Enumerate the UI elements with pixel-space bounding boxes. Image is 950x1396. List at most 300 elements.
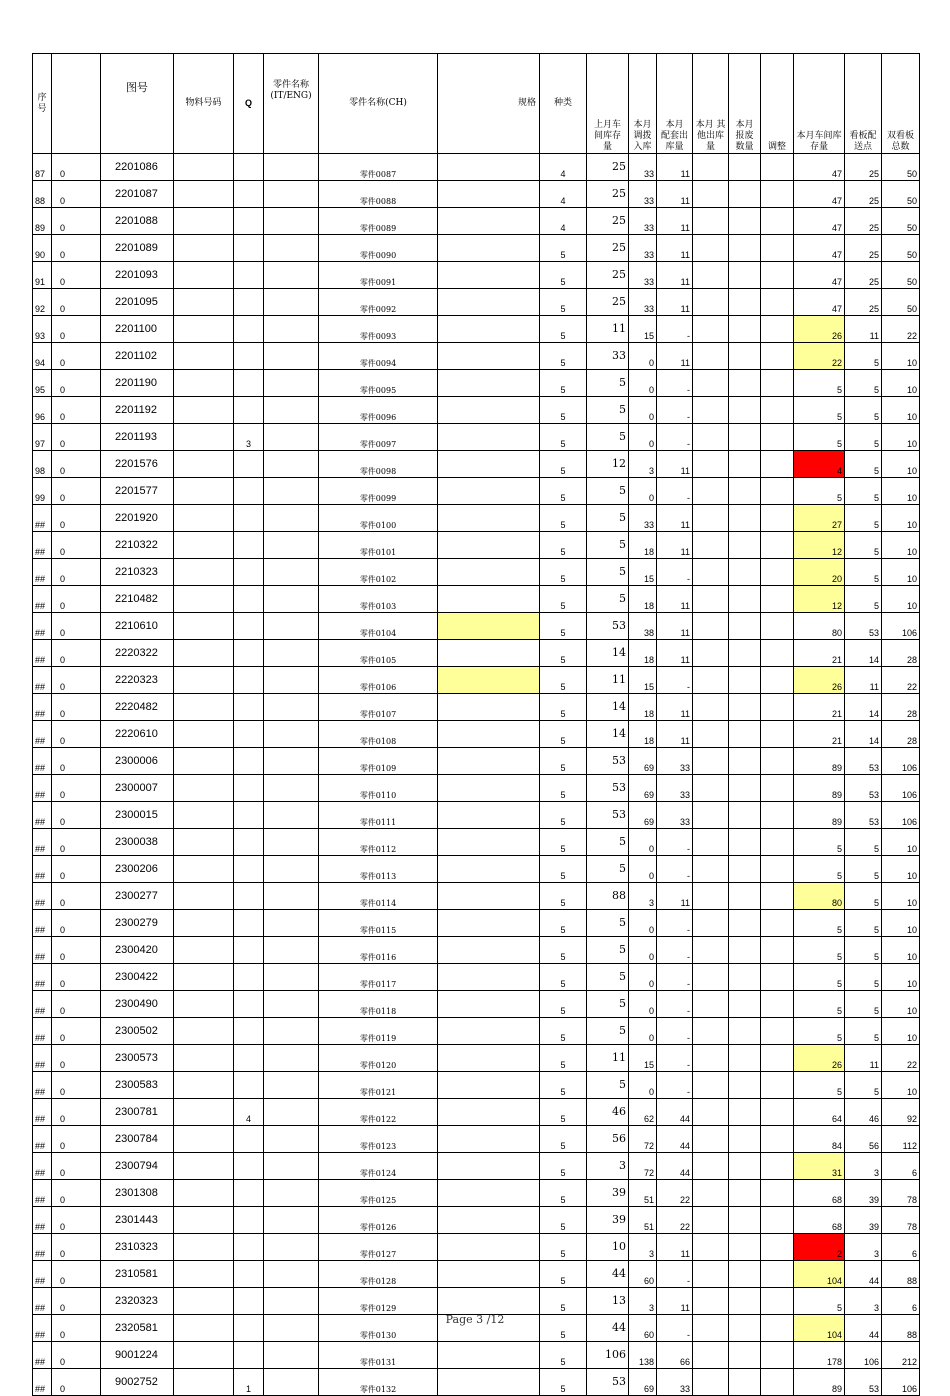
cell-material-code bbox=[174, 775, 234, 802]
cell-double-kanban-total: 106 bbox=[882, 802, 920, 829]
cell-material-code bbox=[174, 748, 234, 775]
header-kit-out: 本月 配套出 库量 bbox=[657, 54, 693, 154]
cell-kit-out: - bbox=[657, 559, 693, 586]
cell-seq: 91 bbox=[33, 262, 52, 289]
cell-scrap bbox=[729, 991, 761, 1018]
cell-spec bbox=[438, 343, 540, 370]
cell-part-name-it-eng bbox=[264, 1207, 319, 1234]
cell-figure-no: 2201095 bbox=[101, 289, 174, 316]
cell-adjust bbox=[761, 505, 794, 532]
cell-part-name-it-eng bbox=[264, 1369, 319, 1396]
header-material-code: 物料号码 bbox=[174, 54, 234, 154]
cell-transfer-in: 0 bbox=[629, 937, 657, 964]
cell-seq: ## bbox=[33, 721, 52, 748]
cell-transfer-in: 15 bbox=[629, 1045, 657, 1072]
cell-part-name-ch: 零件0101 bbox=[319, 532, 438, 559]
header-current-stock: 本月车间库 存量 bbox=[794, 54, 845, 154]
cell-other-out bbox=[693, 910, 729, 937]
cell-kanban-point: 25 bbox=[845, 235, 882, 262]
cell-q bbox=[234, 154, 264, 181]
cell-q bbox=[234, 883, 264, 910]
cell-part-name-it-eng bbox=[264, 613, 319, 640]
cell-other-out bbox=[693, 451, 729, 478]
cell-current-stock: 47 bbox=[794, 208, 845, 235]
cell-double-kanban-total: 78 bbox=[882, 1207, 920, 1234]
cell-part-name-it-eng bbox=[264, 1288, 319, 1315]
table-row bbox=[33, 1045, 920, 1072]
cell-other-out bbox=[693, 1180, 729, 1207]
cell-seq: ## bbox=[33, 640, 52, 667]
cell-kit-out: 44 bbox=[657, 1153, 693, 1180]
cell-adjust bbox=[761, 1099, 794, 1126]
cell-figure-no: 2300038 bbox=[101, 829, 174, 856]
header-seq: 序 号 bbox=[33, 54, 52, 154]
cell-current-stock: 47 bbox=[794, 235, 845, 262]
cell-prev-month-stock: 88 bbox=[587, 883, 629, 910]
cell-category: 5 bbox=[540, 721, 587, 748]
cell-material-code bbox=[174, 1342, 234, 1369]
cell-other-out bbox=[693, 235, 729, 262]
cell-spec bbox=[438, 370, 540, 397]
cell-current-stock: 47 bbox=[794, 289, 845, 316]
cell-figure-no: 2201193 bbox=[101, 424, 174, 451]
cell-kit-out: 44 bbox=[657, 1126, 693, 1153]
cell-seq: ## bbox=[33, 1126, 52, 1153]
cell-spec bbox=[438, 424, 540, 451]
cell-scrap bbox=[729, 1099, 761, 1126]
header-transfer-in: 本月 调拨 入库 bbox=[629, 54, 657, 154]
cell-part-name-ch: 零件0113 bbox=[319, 856, 438, 883]
cell-adjust bbox=[761, 856, 794, 883]
cell-kit-out: 11 bbox=[657, 154, 693, 181]
cell-current-stock: 12 bbox=[794, 586, 845, 613]
cell-double-kanban-total: 50 bbox=[882, 289, 920, 316]
cell-current-stock: 80 bbox=[794, 613, 845, 640]
cell-adjust bbox=[761, 451, 794, 478]
cell-double-kanban-total: 10 bbox=[882, 559, 920, 586]
cell-q bbox=[234, 1207, 264, 1234]
cell-prev-month-stock: 11 bbox=[587, 316, 629, 343]
cell-current-stock: 5 bbox=[794, 424, 845, 451]
cell-part-name-ch: 零件0122 bbox=[319, 1099, 438, 1126]
cell-kanban-point: 25 bbox=[845, 181, 882, 208]
cell-material-code bbox=[174, 1288, 234, 1315]
cell-transfer-in: 69 bbox=[629, 748, 657, 775]
cell-transfer-in: 33 bbox=[629, 208, 657, 235]
cell-transfer-in: 0 bbox=[629, 910, 657, 937]
cell-q bbox=[234, 802, 264, 829]
cell-scrap bbox=[729, 1180, 761, 1207]
cell-kit-out: - bbox=[657, 316, 693, 343]
cell-q bbox=[234, 1018, 264, 1045]
cell-q bbox=[234, 856, 264, 883]
cell-adjust bbox=[761, 1261, 794, 1288]
cell-other-out bbox=[693, 505, 729, 532]
cell-level: 0 bbox=[52, 505, 101, 532]
cell-seq: ## bbox=[33, 694, 52, 721]
cell-current-stock: 5 bbox=[794, 910, 845, 937]
cell-material-code bbox=[174, 667, 234, 694]
header-part-name-it-eng bbox=[264, 54, 319, 154]
cell-kit-out: 11 bbox=[657, 505, 693, 532]
cell-material-code bbox=[174, 1369, 234, 1396]
cell-figure-no: 2201190 bbox=[101, 370, 174, 397]
cell-transfer-in: 15 bbox=[629, 316, 657, 343]
cell-other-out bbox=[693, 1234, 729, 1261]
cell-figure-no: 2201086 bbox=[101, 154, 174, 181]
cell-part-name-it-eng bbox=[264, 937, 319, 964]
cell-prev-month-stock: 25 bbox=[587, 289, 629, 316]
cell-prev-month-stock: 5 bbox=[587, 964, 629, 991]
cell-current-stock: 68 bbox=[794, 1180, 845, 1207]
cell-category: 5 bbox=[540, 748, 587, 775]
cell-double-kanban-total: 106 bbox=[882, 613, 920, 640]
cell-part-name-it-eng bbox=[264, 964, 319, 991]
cell-figure-no: 2201576 bbox=[101, 451, 174, 478]
cell-part-name-ch: 零件0120 bbox=[319, 1045, 438, 1072]
table-row bbox=[33, 1018, 920, 1045]
cell-part-name-ch: 零件0096 bbox=[319, 397, 438, 424]
cell-scrap bbox=[729, 208, 761, 235]
cell-figure-no: 2310581 bbox=[101, 1261, 174, 1288]
cell-adjust bbox=[761, 640, 794, 667]
cell-part-name-ch: 零件0107 bbox=[319, 694, 438, 721]
cell-level: 0 bbox=[52, 1288, 101, 1315]
cell-part-name-it-eng bbox=[264, 154, 319, 181]
cell-kanban-point: 5 bbox=[845, 370, 882, 397]
cell-figure-no: 2300279 bbox=[101, 910, 174, 937]
cell-material-code bbox=[174, 478, 234, 505]
header-figure-no: 图号 bbox=[101, 54, 174, 154]
cell-seq: 87 bbox=[33, 154, 52, 181]
cell-figure-no: 2210610 bbox=[101, 613, 174, 640]
cell-q bbox=[234, 397, 264, 424]
cell-other-out bbox=[693, 532, 729, 559]
cell-category: 5 bbox=[540, 1045, 587, 1072]
cell-adjust bbox=[761, 802, 794, 829]
cell-figure-no: 2300583 bbox=[101, 1072, 174, 1099]
cell-q bbox=[234, 1288, 264, 1315]
cell-adjust bbox=[761, 1369, 794, 1396]
cell-spec bbox=[438, 1126, 540, 1153]
cell-part-name-ch: 零件0106 bbox=[319, 667, 438, 694]
cell-prev-month-stock: 53 bbox=[587, 802, 629, 829]
cell-part-name-ch: 零件0129 bbox=[319, 1288, 438, 1315]
cell-adjust bbox=[761, 343, 794, 370]
cell-part-name-it-eng bbox=[264, 1234, 319, 1261]
cell-kit-out: 33 bbox=[657, 748, 693, 775]
cell-level: 0 bbox=[52, 1072, 101, 1099]
cell-part-name-it-eng bbox=[264, 397, 319, 424]
table-row bbox=[33, 235, 920, 262]
cell-material-code bbox=[174, 1261, 234, 1288]
cell-spec bbox=[438, 829, 540, 856]
cell-spec bbox=[438, 748, 540, 775]
cell-transfer-in: 18 bbox=[629, 694, 657, 721]
cell-seq: ## bbox=[33, 532, 52, 559]
cell-level: 0 bbox=[52, 532, 101, 559]
cell-transfer-in: 51 bbox=[629, 1207, 657, 1234]
cell-kanban-point: 5 bbox=[845, 343, 882, 370]
cell-double-kanban-total: 6 bbox=[882, 1288, 920, 1315]
cell-adjust bbox=[761, 478, 794, 505]
cell-scrap bbox=[729, 910, 761, 937]
cell-q bbox=[234, 451, 264, 478]
cell-category: 5 bbox=[540, 856, 587, 883]
cell-part-name-ch: 零件0092 bbox=[319, 289, 438, 316]
cell-material-code bbox=[174, 937, 234, 964]
cell-kit-out: 11 bbox=[657, 235, 693, 262]
table-row bbox=[33, 424, 920, 451]
cell-category: 5 bbox=[540, 1180, 587, 1207]
cell-current-stock: 89 bbox=[794, 775, 845, 802]
cell-part-name-it-eng bbox=[264, 208, 319, 235]
cell-category: 5 bbox=[540, 1288, 587, 1315]
cell-q bbox=[234, 586, 264, 613]
cell-part-name-it-eng bbox=[264, 505, 319, 532]
table-row bbox=[33, 478, 920, 505]
cell-current-stock: 104 bbox=[794, 1315, 845, 1342]
cell-part-name-ch: 零件0130 bbox=[319, 1315, 438, 1342]
cell-current-stock: 68 bbox=[794, 1207, 845, 1234]
cell-double-kanban-total: 10 bbox=[882, 910, 920, 937]
cell-prev-month-stock: 5 bbox=[587, 1018, 629, 1045]
cell-prev-month-stock: 44 bbox=[587, 1261, 629, 1288]
cell-figure-no: 2201087 bbox=[101, 181, 174, 208]
cell-other-out bbox=[693, 316, 729, 343]
cell-scrap bbox=[729, 667, 761, 694]
cell-kit-out: 11 bbox=[657, 694, 693, 721]
cell-other-out bbox=[693, 991, 729, 1018]
cell-part-name-it-eng bbox=[264, 1261, 319, 1288]
cell-category: 5 bbox=[540, 1072, 587, 1099]
cell-figure-no: 2300784 bbox=[101, 1126, 174, 1153]
cell-material-code bbox=[174, 883, 234, 910]
cell-transfer-in: 0 bbox=[629, 856, 657, 883]
cell-part-name-ch: 零件0087 bbox=[319, 154, 438, 181]
table-row bbox=[33, 775, 920, 802]
cell-level: 0 bbox=[52, 748, 101, 775]
cell-spec bbox=[438, 694, 540, 721]
cell-material-code bbox=[174, 721, 234, 748]
cell-material-code bbox=[174, 397, 234, 424]
cell-double-kanban-total: 10 bbox=[882, 991, 920, 1018]
header-category: 种类 bbox=[540, 54, 587, 154]
cell-double-kanban-total: 22 bbox=[882, 316, 920, 343]
cell-figure-no: 2301308 bbox=[101, 1180, 174, 1207]
table-row bbox=[33, 964, 920, 991]
cell-kanban-point: 5 bbox=[845, 1018, 882, 1045]
cell-double-kanban-total: 10 bbox=[882, 1072, 920, 1099]
cell-spec bbox=[438, 910, 540, 937]
cell-kanban-point: 5 bbox=[845, 1072, 882, 1099]
cell-kanban-point: 5 bbox=[845, 559, 882, 586]
cell-q bbox=[234, 370, 264, 397]
cell-double-kanban-total: 10 bbox=[882, 505, 920, 532]
cell-level: 0 bbox=[52, 1315, 101, 1342]
cell-material-code bbox=[174, 1180, 234, 1207]
cell-seq: ## bbox=[33, 1288, 52, 1315]
cell-prev-month-stock: 25 bbox=[587, 208, 629, 235]
cell-seq: ## bbox=[33, 775, 52, 802]
cell-level: 0 bbox=[52, 181, 101, 208]
cell-material-code bbox=[174, 1234, 234, 1261]
cell-category: 5 bbox=[540, 1315, 587, 1342]
cell-figure-no: 2210323 bbox=[101, 559, 174, 586]
cell-other-out bbox=[693, 802, 729, 829]
cell-prev-month-stock: 11 bbox=[587, 667, 629, 694]
cell-part-name-ch: 零件0093 bbox=[319, 316, 438, 343]
cell-seq: 99 bbox=[33, 478, 52, 505]
cell-seq: ## bbox=[33, 1261, 52, 1288]
cell-prev-month-stock: 53 bbox=[587, 775, 629, 802]
table-row bbox=[33, 1234, 920, 1261]
page-footer: Page 3 /12 bbox=[445, 1313, 505, 1326]
cell-current-stock: 20 bbox=[794, 559, 845, 586]
cell-spec bbox=[438, 613, 540, 640]
cell-prev-month-stock: 14 bbox=[587, 640, 629, 667]
cell-part-name-ch: 零件0123 bbox=[319, 1126, 438, 1153]
cell-other-out bbox=[693, 1207, 729, 1234]
cell-part-name-it-eng bbox=[264, 1180, 319, 1207]
cell-seq: ## bbox=[33, 586, 52, 613]
cell-adjust bbox=[761, 397, 794, 424]
cell-transfer-in: 33 bbox=[629, 235, 657, 262]
cell-kit-out: 22 bbox=[657, 1207, 693, 1234]
cell-kanban-point: 56 bbox=[845, 1126, 882, 1153]
cell-seq: ## bbox=[33, 964, 52, 991]
cell-scrap bbox=[729, 397, 761, 424]
cell-other-out bbox=[693, 1045, 729, 1072]
cell-transfer-in: 15 bbox=[629, 559, 657, 586]
cell-q bbox=[234, 991, 264, 1018]
cell-level: 0 bbox=[52, 289, 101, 316]
cell-transfer-in: 0 bbox=[629, 964, 657, 991]
cell-adjust bbox=[761, 667, 794, 694]
cell-kanban-point: 14 bbox=[845, 694, 882, 721]
cell-category: 5 bbox=[540, 694, 587, 721]
cell-q bbox=[234, 1126, 264, 1153]
cell-kit-out: - bbox=[657, 856, 693, 883]
cell-seq: ## bbox=[33, 559, 52, 586]
cell-kit-out: 11 bbox=[657, 289, 693, 316]
cell-level: 0 bbox=[52, 964, 101, 991]
cell-part-name-it-eng bbox=[264, 640, 319, 667]
cell-kit-out: 66 bbox=[657, 1342, 693, 1369]
cell-scrap bbox=[729, 613, 761, 640]
cell-current-stock: 5 bbox=[794, 964, 845, 991]
cell-adjust bbox=[761, 775, 794, 802]
cell-level: 0 bbox=[52, 1207, 101, 1234]
cell-figure-no: 9001224 bbox=[101, 1342, 174, 1369]
cell-prev-month-stock: 14 bbox=[587, 721, 629, 748]
table-row bbox=[33, 1369, 920, 1396]
cell-other-out bbox=[693, 829, 729, 856]
cell-double-kanban-total: 10 bbox=[882, 964, 920, 991]
cell-current-stock: 5 bbox=[794, 991, 845, 1018]
cell-seq: 94 bbox=[33, 343, 52, 370]
cell-current-stock: 26 bbox=[794, 667, 845, 694]
header-part-name-ch: 零件名称(CH) bbox=[319, 54, 438, 154]
cell-other-out bbox=[693, 559, 729, 586]
cell-part-name-ch: 零件0112 bbox=[319, 829, 438, 856]
cell-transfer-in: 18 bbox=[629, 532, 657, 559]
cell-figure-no: 2300573 bbox=[101, 1045, 174, 1072]
cell-adjust bbox=[761, 181, 794, 208]
cell-prev-month-stock: 5 bbox=[587, 910, 629, 937]
cell-q bbox=[234, 1180, 264, 1207]
cell-double-kanban-total: 106 bbox=[882, 748, 920, 775]
cell-seq: 92 bbox=[33, 289, 52, 316]
cell-scrap bbox=[729, 1207, 761, 1234]
cell-scrap bbox=[729, 451, 761, 478]
cell-adjust bbox=[761, 208, 794, 235]
cell-part-name-ch: 零件0103 bbox=[319, 586, 438, 613]
cell-material-code bbox=[174, 370, 234, 397]
cell-prev-month-stock: 5 bbox=[587, 1072, 629, 1099]
cell-transfer-in: 33 bbox=[629, 505, 657, 532]
cell-figure-no: 2210322 bbox=[101, 532, 174, 559]
cell-kit-out: 33 bbox=[657, 802, 693, 829]
cell-scrap bbox=[729, 559, 761, 586]
cell-spec bbox=[438, 991, 540, 1018]
cell-part-name-it-eng bbox=[264, 1072, 319, 1099]
cell-current-stock: 5 bbox=[794, 370, 845, 397]
cell-kit-out: - bbox=[657, 478, 693, 505]
cell-figure-no: 2300490 bbox=[101, 991, 174, 1018]
cell-other-out bbox=[693, 1126, 729, 1153]
cell-part-name-ch: 零件0117 bbox=[319, 964, 438, 991]
cell-current-stock: 64 bbox=[794, 1099, 845, 1126]
cell-part-name-ch: 零件0124 bbox=[319, 1153, 438, 1180]
cell-level: 0 bbox=[52, 721, 101, 748]
table-row bbox=[33, 1099, 920, 1126]
cell-double-kanban-total: 88 bbox=[882, 1261, 920, 1288]
cell-part-name-ch: 零件0119 bbox=[319, 1018, 438, 1045]
cell-material-code bbox=[174, 343, 234, 370]
cell-other-out bbox=[693, 424, 729, 451]
cell-part-name-ch: 零件0131 bbox=[319, 1342, 438, 1369]
cell-other-out bbox=[693, 397, 729, 424]
cell-part-name-ch: 零件0132 bbox=[319, 1369, 438, 1396]
cell-q bbox=[234, 829, 264, 856]
cell-kit-out: 11 bbox=[657, 343, 693, 370]
cell-material-code bbox=[174, 991, 234, 1018]
cell-part-name-ch: 零件0104 bbox=[319, 613, 438, 640]
cell-other-out bbox=[693, 262, 729, 289]
cell-part-name-it-eng bbox=[264, 856, 319, 883]
cell-kanban-point: 44 bbox=[845, 1315, 882, 1342]
cell-part-name-it-eng bbox=[264, 910, 319, 937]
cell-figure-no: 2310323 bbox=[101, 1234, 174, 1261]
cell-figure-no: 2210482 bbox=[101, 586, 174, 613]
cell-level: 0 bbox=[52, 910, 101, 937]
cell-level: 0 bbox=[52, 829, 101, 856]
cell-category: 5 bbox=[540, 883, 587, 910]
table-row bbox=[33, 856, 920, 883]
cell-level: 0 bbox=[52, 235, 101, 262]
cell-scrap bbox=[729, 343, 761, 370]
cell-other-out bbox=[693, 154, 729, 181]
cell-kit-out: 11 bbox=[657, 262, 693, 289]
cell-transfer-in: 33 bbox=[629, 289, 657, 316]
cell-category: 5 bbox=[540, 640, 587, 667]
cell-figure-no: 2220322 bbox=[101, 640, 174, 667]
cell-other-out bbox=[693, 1153, 729, 1180]
cell-level: 0 bbox=[52, 775, 101, 802]
cell-figure-no: 2301443 bbox=[101, 1207, 174, 1234]
cell-prev-month-stock: 39 bbox=[587, 1207, 629, 1234]
